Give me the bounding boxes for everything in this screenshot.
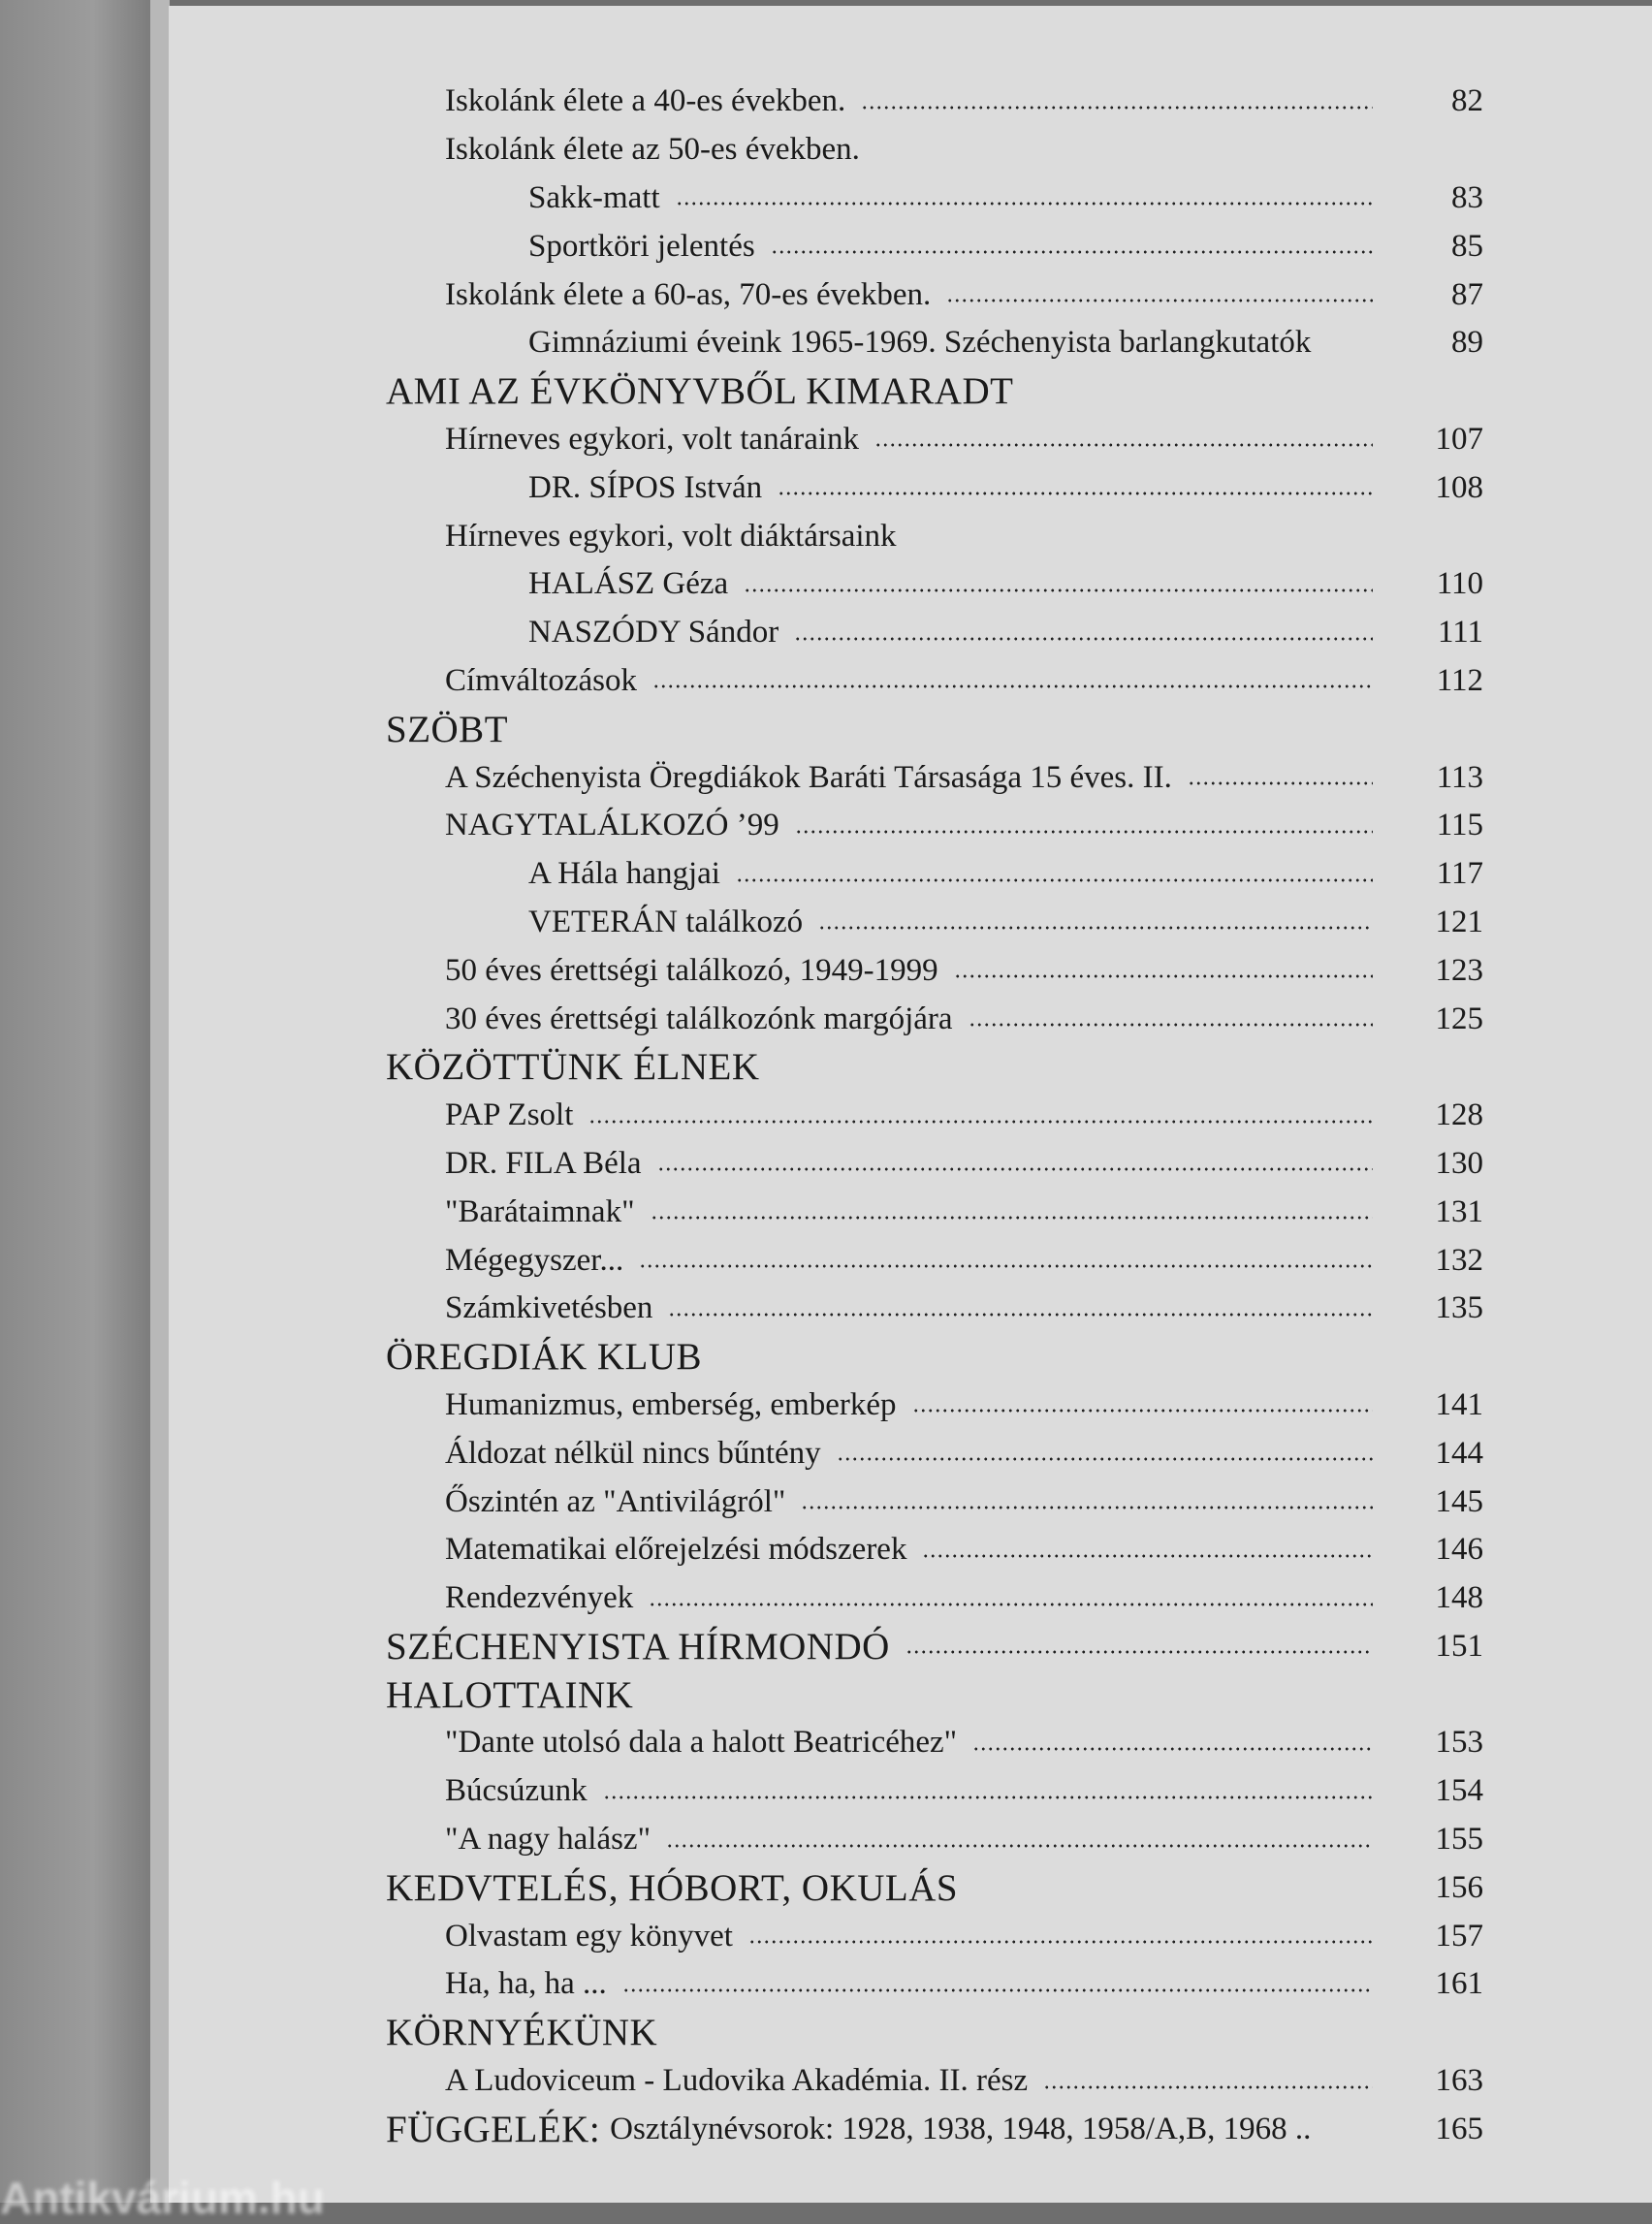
toc-entry-title: HALÁSZ Géza bbox=[528, 566, 729, 602]
dot-leader bbox=[744, 586, 1373, 595]
toc-entry bbox=[169, 512, 1652, 560]
dot-leader bbox=[649, 1600, 1373, 1609]
toc-entry-title: 50 éves érettségi találkozó, 1949-1999 bbox=[445, 952, 938, 988]
dot-leader bbox=[795, 827, 1373, 837]
toc-entry bbox=[169, 222, 1652, 270]
dot-leader bbox=[771, 247, 1373, 257]
toc-entry bbox=[169, 1816, 1652, 1864]
toc-page-number: 112 bbox=[1436, 662, 1483, 698]
toc-entry-title: Rendezvények bbox=[445, 1580, 634, 1616]
toc-entry bbox=[169, 1477, 1652, 1526]
toc-section-heading bbox=[169, 1043, 1652, 1092]
toc-entry bbox=[169, 2057, 1652, 2106]
toc-page-number: 107 bbox=[1435, 421, 1483, 457]
toc-entry bbox=[169, 175, 1652, 223]
dot-leader bbox=[946, 296, 1373, 305]
toc-page-number: 85 bbox=[1451, 228, 1483, 264]
toc-page-number: 165 bbox=[1435, 2111, 1483, 2146]
toc-page-number: 153 bbox=[1435, 1725, 1483, 1761]
dot-leader bbox=[778, 489, 1373, 498]
toc-page-number: 145 bbox=[1435, 1483, 1483, 1519]
page-edge bbox=[150, 0, 170, 2203]
dot-leader bbox=[794, 634, 1373, 644]
toc-section-heading bbox=[169, 1670, 1652, 1719]
toc-page-number: 128 bbox=[1435, 1097, 1483, 1133]
dot-leader bbox=[922, 1551, 1373, 1561]
toc-entry-title: NASZÓDY Sándor bbox=[528, 615, 779, 651]
toc-entry bbox=[169, 1429, 1652, 1477]
dot-leader bbox=[969, 1020, 1373, 1030]
dot-leader bbox=[666, 1841, 1373, 1851]
toc-entry-title: Búcsúzunk bbox=[445, 1773, 588, 1809]
toc-section-heading bbox=[169, 705, 1652, 753]
toc-entry-title: SZÉCHENYISTA HÍRMONDÓ bbox=[386, 1625, 890, 1668]
dot-leader bbox=[651, 1213, 1373, 1223]
toc-entry-title: Mégegyszer... bbox=[445, 1242, 624, 1278]
toc-entry-title: 30 éves érettségi találkozónk margójára bbox=[445, 1001, 953, 1036]
toc-entry-title: "Dante utolsó dala a halott Beatricéhez" bbox=[445, 1725, 958, 1761]
dot-leader bbox=[622, 1986, 1373, 1995]
toc-page-number: 132 bbox=[1435, 1242, 1483, 1278]
toc-section-heading bbox=[169, 2009, 1652, 2057]
toc-entry-title: Olvastam egy könyvet bbox=[445, 1918, 733, 1954]
toc-entry bbox=[169, 946, 1652, 995]
dot-leader bbox=[639, 1261, 1373, 1271]
dot-leader bbox=[588, 1117, 1373, 1127]
toc-entry bbox=[169, 416, 1652, 464]
toc-page-number: 82 bbox=[1451, 83, 1483, 119]
toc-entry-title: Sportköri jelentés bbox=[528, 228, 755, 264]
toc-entry-title: Gimnáziumi éveink 1965-1969. Széchenyista barlangkutatók bbox=[528, 325, 1312, 361]
toc-entry bbox=[169, 850, 1652, 899]
toc-entry bbox=[169, 609, 1652, 657]
toc-entry-title: Iskolánk élete az 50-es években. bbox=[445, 132, 860, 168]
toc-page-number: 155 bbox=[1435, 1822, 1483, 1858]
toc-page-number: 130 bbox=[1435, 1145, 1483, 1181]
toc-section-heading bbox=[169, 2105, 1652, 2153]
toc-entry bbox=[169, 657, 1652, 706]
dot-leader bbox=[912, 1406, 1373, 1415]
toc-page-number: 163 bbox=[1435, 2063, 1483, 2099]
toc-page-number: 144 bbox=[1435, 1435, 1483, 1471]
dot-leader bbox=[818, 923, 1373, 933]
toc-entry bbox=[169, 560, 1652, 609]
toc-page-number: 125 bbox=[1435, 1001, 1483, 1036]
toc-entry bbox=[169, 1382, 1652, 1430]
toc-entry-title: "A nagy halász" bbox=[445, 1822, 651, 1858]
dot-leader bbox=[1043, 2082, 1373, 2092]
toc-entry-subtitle: Osztálynévsorok: 1928, 1938, 1948, 1958/A,B, 1968 .. bbox=[610, 2111, 1312, 2146]
dot-leader bbox=[657, 1164, 1373, 1174]
background-surface bbox=[0, 0, 155, 2203]
dot-leader bbox=[905, 1647, 1373, 1657]
dot-leader bbox=[972, 1744, 1373, 1754]
toc-entry bbox=[169, 1140, 1652, 1189]
toc-entry-title: HALOTTAINK bbox=[386, 1673, 634, 1716]
document-page bbox=[169, 6, 1652, 2203]
toc-entry-title: Hírneves egykori, volt diáktársaink bbox=[445, 518, 897, 554]
toc-entry bbox=[169, 1285, 1652, 1333]
toc-page-number: 89 bbox=[1451, 325, 1483, 361]
toc-entry bbox=[169, 319, 1652, 367]
toc-entry bbox=[169, 126, 1652, 175]
toc-entry-title: Őszintén az "Antivilágról" bbox=[445, 1483, 786, 1519]
toc-entry bbox=[169, 1574, 1652, 1623]
dot-leader bbox=[801, 1503, 1373, 1512]
toc-entry-title: Humanizmus, emberség, emberkép bbox=[445, 1386, 897, 1422]
toc-entry bbox=[169, 753, 1652, 802]
toc-entry bbox=[169, 1719, 1652, 1767]
toc-entry bbox=[169, 1960, 1652, 2009]
dot-leader bbox=[861, 103, 1373, 112]
dot-leader bbox=[603, 1793, 1373, 1802]
toc-entry-title: A Széchenyista Öregdiákok Baráti Társasága 15 éves. II. bbox=[445, 759, 1172, 795]
toc-entry-title: Iskolánk élete a 60-as, 70-es években. bbox=[445, 276, 932, 312]
toc-entry-title: PAP Zsolt bbox=[445, 1097, 574, 1133]
toc-page-number: 121 bbox=[1435, 904, 1483, 939]
toc-page-number: 148 bbox=[1435, 1580, 1483, 1616]
toc-entry bbox=[169, 899, 1652, 947]
toc-entry-title: KÖZÖTTÜNK ÉLNEK bbox=[386, 1046, 760, 1089]
toc-page-number: 154 bbox=[1435, 1773, 1483, 1809]
toc-page-number: 108 bbox=[1435, 469, 1483, 505]
toc-entry bbox=[169, 1188, 1652, 1236]
toc-page-number: 123 bbox=[1435, 952, 1483, 988]
toc-entry-title: Ha, ha, ha ... bbox=[445, 1966, 607, 2002]
toc-entry-title: KÖRNYÉKÜNK bbox=[386, 2012, 658, 2054]
toc-entry bbox=[169, 1092, 1652, 1140]
toc-entry-title: NAGYTALÁLKOZÓ ’99 bbox=[445, 808, 779, 843]
toc-entry bbox=[169, 1236, 1652, 1285]
toc-entry bbox=[169, 463, 1652, 512]
toc-page-number: 161 bbox=[1435, 1966, 1483, 2002]
toc-section-heading bbox=[169, 1623, 1652, 1671]
toc-section-heading bbox=[169, 1863, 1652, 1912]
toc-entry-title: Címváltozások bbox=[445, 662, 637, 698]
dot-leader bbox=[1188, 778, 1373, 788]
toc-entry bbox=[169, 270, 1652, 319]
toc-entry-title: DR. SÍPOS István bbox=[528, 469, 763, 505]
toc-entry-title: FÜGGELÉK: bbox=[386, 2108, 601, 2150]
toc-entry bbox=[169, 802, 1652, 850]
toc-entry-title: VETERÁN találkozó bbox=[528, 904, 804, 939]
dot-leader bbox=[874, 440, 1373, 450]
toc-entry bbox=[169, 1526, 1652, 1574]
toc-entry-title: A Hála hangjai bbox=[528, 856, 720, 892]
toc-page-number: 151 bbox=[1435, 1628, 1483, 1664]
toc-entry bbox=[169, 1912, 1652, 1960]
toc-entry bbox=[169, 1767, 1652, 1816]
toc-entry-title: "Barátaimnak" bbox=[445, 1193, 635, 1229]
toc-page-number: 87 bbox=[1451, 276, 1483, 312]
toc-entry-title: DR. FILA Béla bbox=[445, 1145, 642, 1181]
dot-leader bbox=[652, 682, 1373, 691]
toc-page-number: 115 bbox=[1436, 808, 1483, 843]
dot-leader bbox=[954, 971, 1373, 981]
toc-page-number: 111 bbox=[1437, 615, 1483, 651]
toc-page-number: 146 bbox=[1435, 1532, 1483, 1568]
toc-page-number: 83 bbox=[1451, 179, 1483, 215]
toc-entry bbox=[169, 78, 1652, 126]
dot-leader bbox=[736, 875, 1373, 885]
toc-entry-title: KEDVTELÉS, HÓBORT, OKULÁS bbox=[386, 1866, 959, 1909]
dot-leader bbox=[748, 1937, 1373, 1947]
toc-entry-title: Matematikai előrejelzési módszerek bbox=[445, 1532, 907, 1568]
toc-entry-title: Hírneves egykori, volt tanáraink bbox=[445, 421, 860, 457]
toc-page-number: 117 bbox=[1436, 856, 1483, 892]
table-of-contents bbox=[169, 78, 1652, 2153]
toc-entry-title: A Ludoviceum - Ludovika Akadémia. II. rész bbox=[445, 2063, 1029, 2099]
toc-entry bbox=[169, 995, 1652, 1043]
toc-section-heading bbox=[169, 367, 1652, 416]
toc-page-number: 110 bbox=[1436, 566, 1483, 602]
dot-leader bbox=[668, 1310, 1373, 1319]
toc-entry-title: Áldozat nélkül nincs bűntény bbox=[445, 1435, 821, 1471]
toc-page-number: 157 bbox=[1435, 1918, 1483, 1954]
toc-section-heading bbox=[169, 1333, 1652, 1382]
toc-page-number: 141 bbox=[1435, 1386, 1483, 1422]
toc-page-number: 113 bbox=[1436, 759, 1483, 795]
toc-entry-title: SZÖBT bbox=[386, 708, 509, 750]
toc-entry-title: Iskolánk élete a 40-es években. bbox=[445, 83, 846, 119]
toc-page-number: 131 bbox=[1435, 1193, 1483, 1229]
toc-entry-title: AMI AZ ÉVKÖNYVBŐL KIMARADT bbox=[386, 370, 1014, 413]
dot-leader bbox=[837, 1454, 1373, 1464]
toc-page-number: 135 bbox=[1435, 1290, 1483, 1326]
toc-page-number: 156 bbox=[1435, 1869, 1483, 1905]
toc-entry-title: Számkivetésben bbox=[445, 1290, 653, 1326]
dot-leader bbox=[676, 199, 1373, 208]
watermark: Antikvárium.hu bbox=[0, 2173, 325, 2223]
toc-entry-title: Sakk-matt bbox=[528, 179, 660, 215]
toc-entry-title: ÖREGDIÁK KLUB bbox=[386, 1336, 703, 1379]
